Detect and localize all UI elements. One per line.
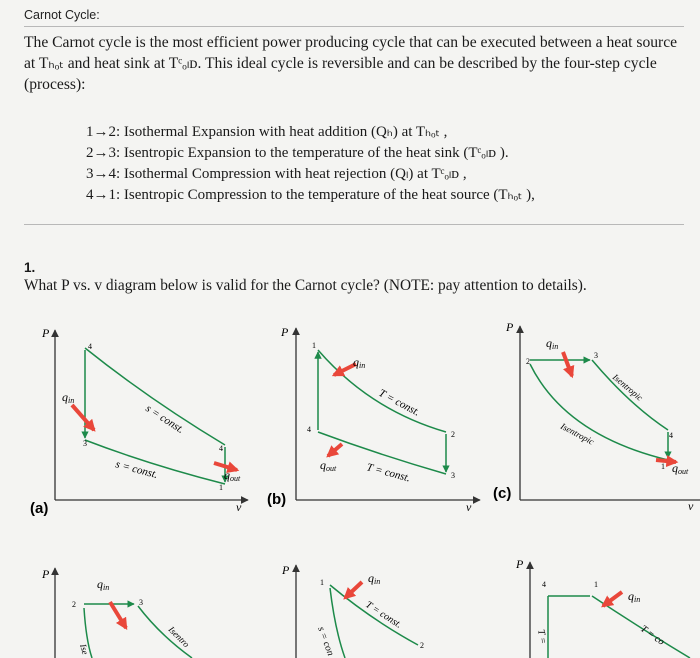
point-1: 1	[661, 462, 665, 471]
point-3: 3	[451, 471, 455, 480]
point-1: 1	[594, 580, 598, 589]
diagram-a	[30, 326, 248, 517]
option-a: (a)	[30, 500, 49, 517]
question-number: 1.	[24, 260, 36, 275]
point-3: 4	[88, 342, 92, 351]
point-2: 2	[451, 430, 455, 439]
q-out-label: qout	[672, 461, 689, 476]
step-2: 2→3: Isentropic Expansion to the temperature of the heat sink (Tᶜₒₗᴅ ).	[86, 145, 509, 161]
step-1: 1→2: Isothermal Expansion with heat addition (Qₕ) at Tₕₒₜ ,	[86, 124, 448, 140]
v-label: v	[466, 500, 472, 514]
p-label: P	[282, 563, 290, 577]
point-3: 3	[139, 598, 143, 607]
q-in-label: qin	[628, 589, 641, 604]
point-4: 4	[542, 580, 546, 589]
v-label: v	[236, 500, 242, 514]
q-in-label: qin	[62, 390, 75, 405]
p-label: P	[281, 325, 289, 339]
point-4: 4	[307, 425, 311, 434]
arrow-q-in	[603, 592, 622, 606]
curve-label-1: T = const.	[376, 387, 422, 419]
arrow-q-out	[328, 444, 342, 456]
curve-label-2: s = const.	[114, 458, 160, 482]
diagram-d	[41, 567, 192, 658]
q-out-label: qout	[224, 468, 241, 483]
q-in-label: qin	[353, 355, 366, 370]
upper-curve	[85, 348, 225, 445]
diagram-c	[493, 320, 700, 513]
point-1: 1	[219, 483, 223, 492]
curve-label-2: T =	[535, 628, 549, 645]
arrow-q-in	[563, 352, 572, 376]
point-2: 2	[420, 641, 424, 650]
lower-curve	[530, 364, 668, 460]
curve-label-1: Isentro	[166, 624, 192, 650]
point-2: 3	[83, 439, 87, 448]
point-1: 1	[320, 578, 324, 587]
p-label: P	[42, 567, 50, 581]
q-in-label: qin	[546, 336, 559, 351]
curve-label-1: T = co	[638, 623, 667, 648]
q-in-label: qin	[368, 571, 381, 586]
v-label: v	[688, 499, 694, 513]
curve-label-2: Isentropic	[559, 420, 596, 447]
p-label: P	[506, 320, 514, 334]
step-3: 3→4: Isothermal Compression with heat rejection (Qₗ) at Tᶜₒₗᴅ ,	[86, 166, 467, 182]
arrow-q-in	[110, 602, 126, 628]
diagram-e	[281, 563, 424, 658]
step-4: 4→1: Isentropic Compression to the temperature of the heat source (Tₕₒₜ ),	[86, 187, 535, 203]
point-4: 4	[219, 444, 223, 453]
point-1: 1	[312, 341, 316, 350]
p-label: P	[42, 326, 50, 340]
intro-paragraph: The Carnot cycle is the most efficient power producing cycle that can be executed between a heat source at Tₕₒₜ and heat sink at Tᶜₒₗᴅ. This ideal cycle is reversible and can be described by the four-step cycle (process):	[24, 34, 678, 93]
curve-label-2: Ise	[78, 642, 91, 656]
curve-label-2: s = con	[315, 625, 336, 658]
curve-label-1: Isentropic	[610, 371, 645, 403]
point-2: 2	[72, 600, 76, 609]
diagram-b	[267, 325, 480, 514]
curve-label-1: T = const.	[363, 599, 404, 631]
point-2: 2	[526, 357, 530, 366]
section-label: Carnot Cycle:	[24, 8, 100, 22]
point-3: 3	[594, 351, 598, 360]
arrow-q-in	[345, 582, 362, 598]
option-c: (c)	[493, 485, 512, 502]
q-in-label: qin	[97, 577, 110, 592]
p-label: P	[516, 557, 524, 571]
q-out-label: qout	[320, 458, 337, 473]
right-curve	[138, 606, 192, 658]
curve-label-1: s = const.	[143, 402, 187, 437]
point-4: 4	[669, 431, 673, 440]
curve-label-2: T = const.	[365, 461, 412, 485]
option-b: (b)	[267, 491, 287, 508]
arrow-q-in	[72, 405, 94, 430]
diagram-f	[515, 557, 690, 658]
question-text: What P vs. v diagram below is valid for the Carnot cycle? (NOTE: pay attention to details).	[24, 277, 587, 294]
